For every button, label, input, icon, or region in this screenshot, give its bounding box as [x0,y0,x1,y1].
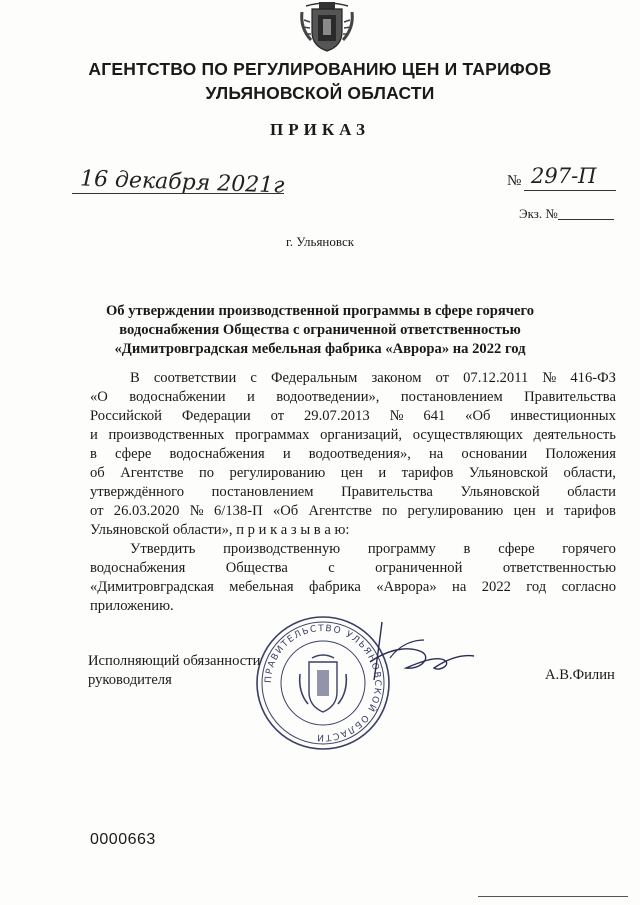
body-word: от [270,408,285,424]
body-word: водоснабжения [90,560,186,576]
city: г. Ульяновск [285,234,355,249]
signer-name: А.В.Филин [545,667,615,683]
body-word: области [567,484,616,500]
body-word: водоотведении», [276,389,380,405]
body-word: основании [461,446,528,462]
body-word: 416-ФЗ [570,370,616,386]
body-word: № [189,503,204,519]
body-word: Ульяновской [468,465,549,481]
body-word: и [378,465,387,481]
body-line [90,502,616,521]
body-word: Правительства [524,389,616,405]
coat-of-arms-icon [298,0,356,52]
body-line: Ульяновской области», п р и к а з ы в а ю: [90,522,350,538]
body-word: утверждённого [90,484,185,500]
body-word: горячего [562,541,616,557]
body-line [90,407,616,426]
body-word: № [389,408,404,424]
body-line [90,578,616,597]
body-word: Общества [225,560,288,576]
body-word: Агентстве [308,503,372,519]
signer-position [88,652,260,690]
body-word: цен [513,503,536,519]
body-word: от [435,370,450,386]
body-word: Ульяновской [460,484,540,500]
agency-name [40,57,600,105]
body-word: Положения [545,446,616,462]
body-word: 29.07.2013 [304,408,370,424]
handwritten-date: 16 декабря 2021г [79,166,285,199]
body-line [90,483,616,502]
order-number-underline [524,190,616,191]
body-line [90,464,616,483]
body-word: производственную [223,541,341,557]
body-word: тарифов [564,503,616,519]
body-word: регулированию [407,503,504,519]
body-word: регулированию [229,465,326,481]
body-word: Федерации [181,408,251,424]
body-line: приложению. [90,598,174,614]
body-word: водоснабжении [129,389,226,405]
body-word: «Об [465,408,491,424]
order-subject [90,302,550,359]
body-word: «О [90,389,108,405]
body-word: год [526,579,547,595]
body-word: с [328,560,335,576]
signer-position-line2: руководителя [88,672,172,688]
handwritten-signature [360,618,480,688]
body-word: и [282,446,291,462]
body-word: осуществляющих [412,427,523,443]
body-word: с [250,370,257,386]
body-word: «Об [272,503,299,519]
body-line [90,540,616,559]
handwritten-order-number: 297-П [531,164,597,188]
body-word: по [198,465,215,481]
body-line [90,369,616,388]
body-word: в [463,541,471,557]
order-body [90,369,616,616]
footer-rule [478,896,628,897]
document-type-title: ПРИКАЗ [270,120,370,139]
body-word: постановлением [211,484,314,500]
preamble-paragraph [90,369,616,540]
agency-name-line1: АГЕНТСТВО ПО РЕГУЛИРОВАНИЮ ЦЕН И ТАРИФОВ [88,59,552,79]
body-word: Агентстве [120,465,184,481]
signer-position-line1: Исполняющий обязанности [88,653,261,669]
body-word: законом [371,370,422,386]
order-number-label: № [507,173,522,189]
body-word: 2022 [481,579,511,595]
body-word: мебельная [229,579,294,595]
body-word: Федеральным [270,370,358,386]
body-word: деятельность [533,427,616,443]
body-word: области, [563,465,616,481]
body-word: ответственностью [502,560,616,576]
body-word: об [90,465,105,481]
body-word: «Димитровградская [90,579,214,595]
subject-line: «Димитровградская мебельная фабрика «Аврора» на 2022 год [114,341,526,357]
body-word: № [542,370,557,386]
body-line [90,426,616,445]
body-word: 07.12.2011 [463,370,529,386]
body-word: тарифов [401,465,454,481]
body-word: организаций, [320,427,403,443]
body-word: и [546,503,554,519]
body-word: по [382,503,398,519]
body-word: 641 [423,408,446,424]
body-word: постановлением [400,389,503,405]
body-word: «Аврора» [376,579,437,595]
body-word: В [130,370,140,386]
body-word: водоснабжения [169,446,265,462]
body-word: на [452,579,467,595]
body-word: инвестиционных [510,408,616,424]
body-line [90,388,616,407]
body-line [90,559,616,578]
body-word: Утвердить [130,541,196,557]
body-word: водоотведения», [308,446,411,462]
subject-line: водоснабжения Общества с ограниченной ответственностью [119,322,521,338]
body-word: сфере [115,446,152,462]
body-word: Правительства [341,484,433,500]
body-line [90,445,616,464]
resolution-paragraph [90,540,616,616]
body-word: программу [367,541,436,557]
body-word: ограниченной [375,560,463,576]
body-word: Российской [90,408,162,424]
body-word: программах [235,427,310,443]
document-serial-number: 0000663 [90,831,156,848]
body-word: производственных [108,427,225,443]
body-word: и [90,427,98,443]
body-word: и [247,389,255,405]
body-word: соответствии [153,370,237,386]
body-word: в [90,446,97,462]
body-word: сфере [498,541,535,557]
svg-text:ПРАВИТЕЛЬСТВО УЛЬЯНОВСКОЙ ОБЛА: ПРАВИТЕЛЬСТВО УЛЬЯНОВСКОЙ ОБЛАСТИ [263,623,383,743]
agency-name-line2: УЛЬЯНОВСКОЙ ОБЛАСТИ [205,83,435,103]
body-word: согласно [561,579,616,595]
date-underline [72,193,284,194]
subject-line: Об утверждении производственной программы в сфере горячего [105,303,535,319]
body-word: от [90,503,104,519]
copy-number-label: Экз. № [519,206,558,221]
body-word: на [429,446,444,462]
body-word: 26.03.2020 [113,503,180,519]
body-word: 6/138-П [213,503,263,519]
copy-number-blank [558,219,614,220]
body-word: цен [340,465,363,481]
body-word: фабрика [309,579,361,595]
